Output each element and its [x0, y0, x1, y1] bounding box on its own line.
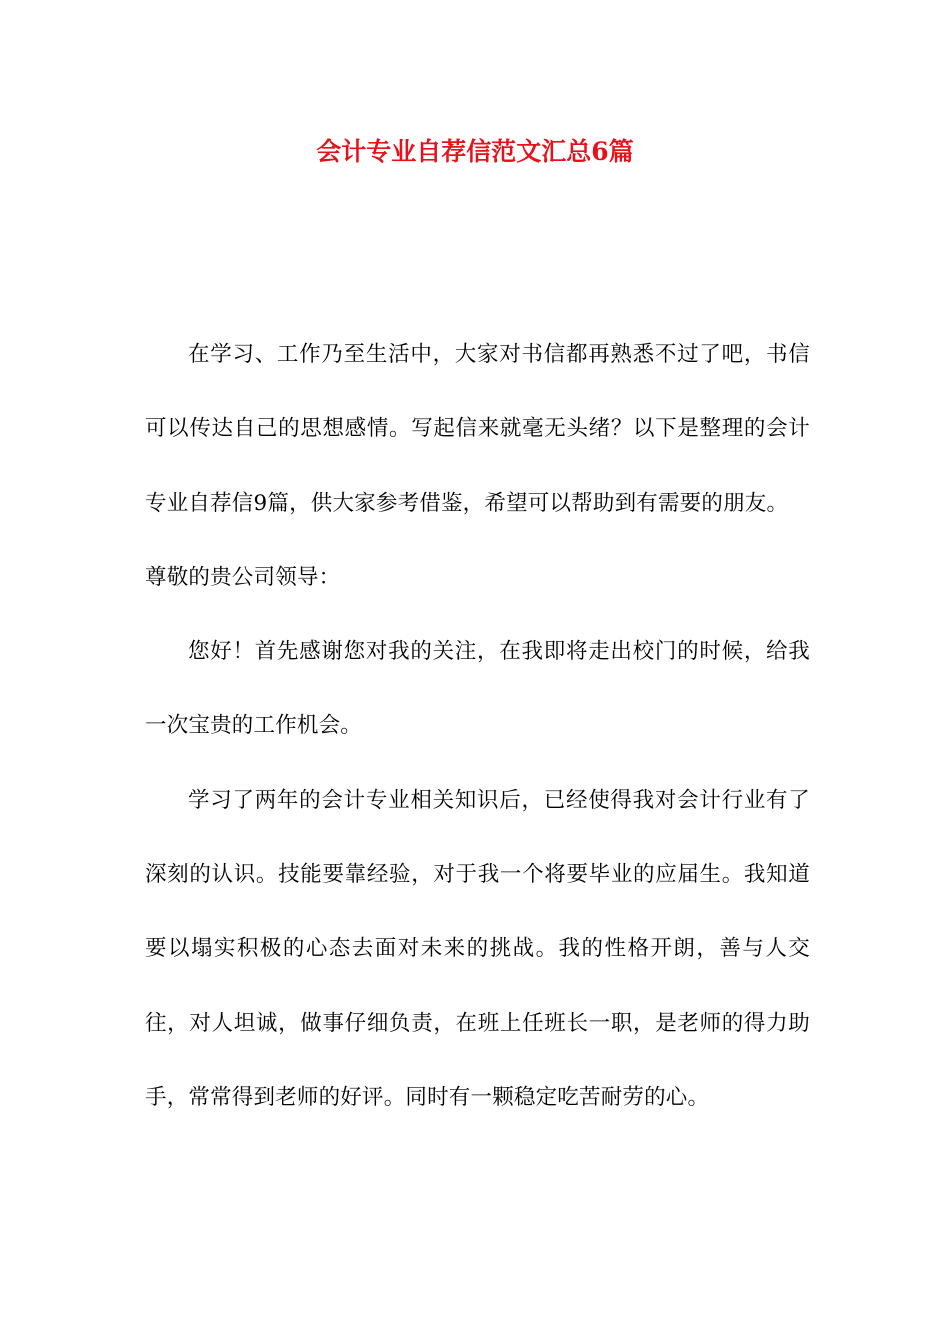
document-title: 会计专业自荐信范文汇总6篇 [316, 137, 634, 166]
document-body [145, 318, 810, 1135]
intro-paragraph: 在学习、工作乃至生活中，大家对书信都再熟悉不过了吧，书信可以传达自己的思想感情。写起信来就毫无头绪？以下是整理的会计专业自荐信9篇，供大家参考借鉴，希望可以帮助到有需要的朋友。 [145, 342, 810, 516]
body-paragraph: 学习了两年的会计专业相关知识后，已经使得我对会计行业有了深刻的认识。技能要靠经验，对于我一个将要毕业的应届生。我知道要以塌实积极的心态去面对未来的挑战。我的性格开朗，善与人交往，对人坦诚，做事仔细负责，在班上任班长一职，是老师的得力助手，常常得到老师的好评。同时有一颗稳定吃苦耐劳的心。 [145, 787, 810, 1110]
greeting-paragraph: 您好！首先感谢您对我的关注，在我即将走出校门的时候，给我一次宝贵的工作机会。 [145, 639, 810, 739]
salutation: 尊敬的贵公司领导： [145, 564, 341, 590]
